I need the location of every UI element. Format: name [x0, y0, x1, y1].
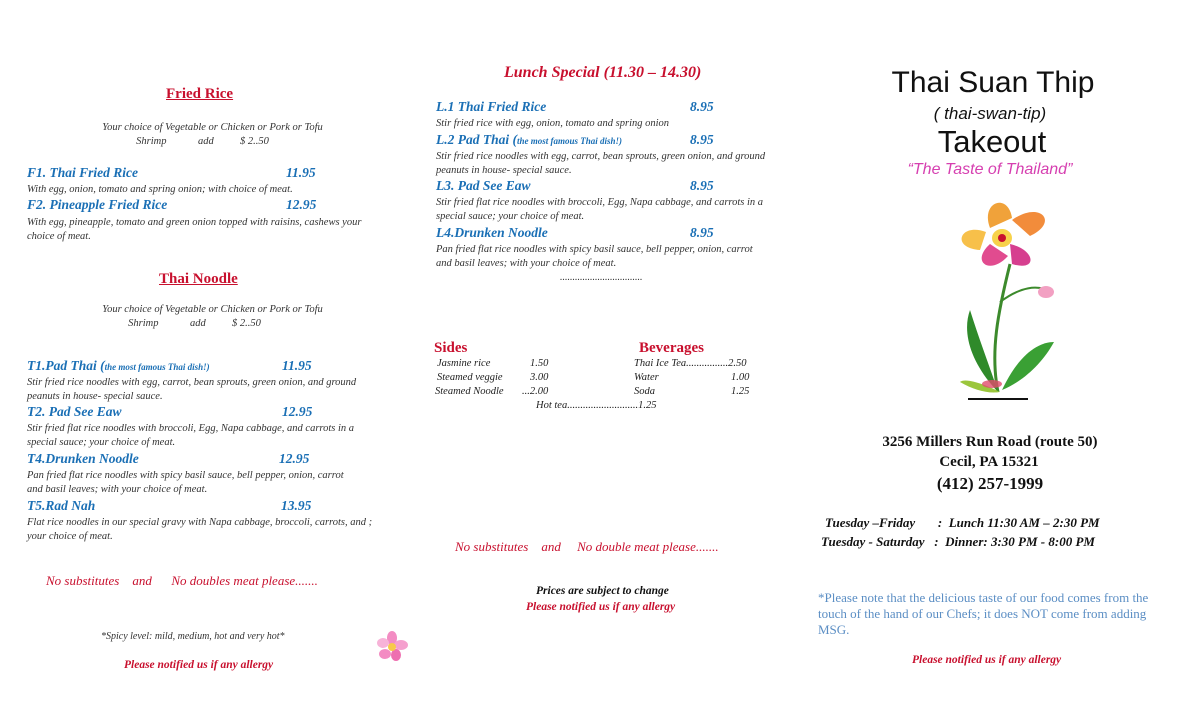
sides-title: Sides	[434, 340, 468, 356]
menu-item-desc: Stir fried rice noodles with egg, carrot, bean sprouts, green onion, and ground peanuts in house- special sauce.	[27, 377, 357, 402]
takeout-heading: Takeout	[937, 124, 1047, 159]
side-row-name: Steamed veggie	[437, 372, 503, 383]
menu-item-price: 8.95	[690, 178, 714, 193]
menu-item-price: 8.95	[690, 99, 714, 114]
menu-item-name: T5.Rad Nah	[27, 498, 96, 513]
beverage-row-name: Soda	[634, 386, 655, 397]
fried-rice-choice-line1: Your choice of Vegetable or Chicken or Pork or Tofu	[102, 122, 323, 133]
hot-tea-row: Hot tea...........................1.25	[536, 400, 657, 411]
tagline: “The Taste of Thailand”	[907, 161, 1073, 178]
menu-item-desc: Pan fried flat rice noodles with spicy basil sauce, bell pepper, onion, carrot and basil leaves; with your choice of meat.	[436, 244, 753, 269]
menu-item-note: the most famous Thai dish!)	[517, 136, 623, 146]
orchid-illustration	[950, 192, 1060, 406]
plumeria-flower-icon	[376, 631, 408, 661]
menu-item-desc: Flat rice noodles in our special gravy with Napa cabbage, broccoli, carrots, and ; your choice of meat.	[27, 517, 373, 542]
menu-item-name: L4.Drunken Noodle	[436, 225, 548, 240]
menu-item-desc: Stir fried flat rice noodles with broccoli, Egg, Napa cabbage, and carrots in a special sauce; your choice of meat.	[436, 197, 764, 222]
allergy-note: Please notified us if any allergy	[912, 654, 1062, 666]
dinner-hours: Tuesday - Saturday : Dinner: 3:30 PM - 8:00 PM	[821, 534, 1095, 549]
fried-rice-noodle-column	[0, 0, 400, 720]
thai-noodle-title: Thai Noodle	[159, 271, 238, 287]
no-substitutes-note: No substitutes and No double meat please.......	[455, 539, 719, 554]
menu-item-name: L.1 Thai Fried Rice	[436, 99, 547, 114]
menu-item-price: 11.95	[282, 358, 312, 373]
menu-item-name: F1. Thai Fried Rice	[27, 165, 138, 180]
side-row-price: ...2.00	[522, 386, 549, 397]
menu-item-name: L3. Pad See Eaw	[436, 178, 531, 193]
address-line2: Cecil, PA 15321	[939, 454, 1039, 470]
menu-item-price: 11.95	[286, 165, 316, 180]
side-row-price: 1.50	[530, 358, 549, 369]
thai-noodle-choice-line1: Your choice of Vegetable or Chicken or Pork or Tofu	[102, 304, 323, 315]
side-row-name: Jasmine rice	[437, 358, 491, 369]
menu-item-name: T4.Drunken Noodle	[27, 451, 139, 466]
menu-item-name: T1.Pad Thai (the most famous Thai dish!)	[27, 358, 210, 373]
menu-item-price: 12.95	[282, 404, 313, 419]
menu-item-price: 12.95	[279, 451, 310, 466]
beverages-title: Beverages	[639, 340, 704, 356]
beverage-row-price: 1.00	[731, 372, 750, 383]
menu-item-desc: Stir fried rice with egg, onion, tomato and spring onion	[436, 118, 670, 129]
no-substitutes-note: No substitutes and No doubles meat please.......	[46, 573, 318, 588]
lunch-special-column	[410, 0, 800, 720]
menu-item-price: 12.95	[286, 197, 317, 212]
menu-item-name: F2. Pineapple Fried Rice	[27, 197, 168, 212]
thai-noodle-choice-line2: Shrimp add $ 2..50	[128, 318, 261, 329]
menu-item-price: 8.95	[690, 225, 714, 240]
phone-number: (412) 257-1999	[936, 474, 1044, 493]
menu-item-desc: Stir fried flat rice noodles with broccoli, Egg, Napa cabbage, and carrots in a special sauce; your choice of meat.	[27, 423, 355, 448]
restaurant-name: Thai Suan Thip	[891, 66, 1095, 99]
beverage-row-name: Water	[634, 372, 659, 383]
fried-rice-title: Fried Rice	[166, 86, 234, 102]
dotted-separator: .................................	[560, 272, 643, 283]
menu-item-name: T2. Pad See Eaw	[27, 404, 122, 419]
lunch-special-title: Lunch Special (11.30 – 14.30)	[504, 64, 702, 81]
restaurant-info-column	[800, 0, 1186, 720]
allergy-note: Please notified us if any allergy	[124, 659, 274, 671]
menu-item-price: 8.95	[690, 132, 714, 147]
menu-item-name: L.2 Pad Thai (the most famous Thai dish!)	[436, 132, 623, 147]
menu-item-desc: With egg, pineapple, tomato and green onion topped with raisins, cashews your choice of meat.	[27, 217, 362, 242]
msg-note: *Please note that the delicious taste of our food comes from the touch of the hand of our Chefs; it does NOT come from adding MSG.	[818, 590, 1149, 637]
prices-change-note: Prices are subject to change	[536, 585, 669, 597]
restaurant-pronunciation: ( thai-swan-tip)	[933, 104, 1047, 123]
beverage-row-name: Thai Ice Tea................2.50	[634, 358, 747, 369]
fried-rice-choice-line2: Shrimp add $ 2..50	[136, 136, 269, 147]
address-line1: 3256 Millers Run Road (route 50)	[882, 434, 1098, 450]
menu-item-desc: Stir fried rice noodles with egg, carrot, bean sprouts, green onion, and ground peanuts in house- special sauce.	[436, 151, 766, 176]
menu-item-note: the most famous Thai dish!)	[104, 362, 210, 372]
beverage-row-price: 1.25	[731, 386, 750, 397]
side-row-price: 3.00	[530, 372, 549, 383]
menu-item-desc: Pan fried flat rice noodles with spicy basil sauce, bell pepper, onion, carrot and basil leaves; with your choice of meat.	[27, 470, 344, 495]
menu-item-desc: With egg, onion, tomato and spring onion; with choice of meat.	[27, 184, 293, 195]
side-row-name: Steamed Noodle	[435, 386, 504, 397]
spicy-level-note: *Spicy level: mild, medium, hot and very hot*	[101, 631, 285, 642]
lunch-hours: Tuesday –Friday : Lunch 11:30 AM – 2:30 PM	[825, 515, 1100, 530]
menu-item-price: 13.95	[281, 498, 312, 513]
allergy-note: Please notified us if any allergy	[526, 601, 676, 613]
